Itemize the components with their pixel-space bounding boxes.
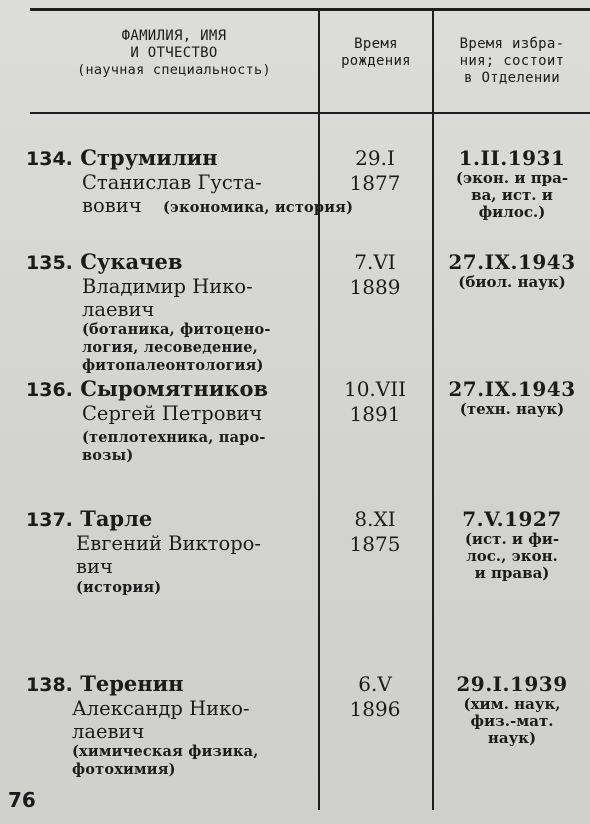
header-bottom-rule — [30, 112, 590, 114]
entry-elected-date: 27.IX.1943 — [448, 250, 576, 274]
entry-name-line: вич — [76, 555, 113, 578]
entry-surname: Теренин — [80, 671, 184, 696]
entry-specialty-line: (история) — [76, 579, 162, 596]
entry-specialty-line: возы) — [82, 447, 134, 464]
entry-born-year: 1875 — [349, 532, 401, 556]
header-elected-line-3: в Отделении — [463, 70, 561, 86]
entry-surname: Сукачев — [80, 249, 183, 274]
entry-specialty-line: фитопалеонтология) — [82, 357, 264, 374]
entry-elected — [436, 507, 588, 582]
header-name-line-2: И ОТЧЕСТВО — [130, 45, 218, 61]
entry-elected — [436, 672, 588, 747]
entry-department-line: (биол. наук) — [458, 273, 566, 291]
header-name-line-3: (научная специальность) — [77, 62, 271, 78]
entry-born-date: 8.XI — [354, 507, 396, 531]
entry-department-line: лос., экон. — [466, 547, 558, 565]
entry-born-year: 1896 — [349, 697, 401, 721]
entry-born-year: 1891 — [349, 402, 401, 426]
entry-surname: Тарле — [80, 506, 153, 531]
entry-elected-date: 27.IX.1943 — [448, 377, 576, 401]
column-divider-2 — [432, 10, 434, 810]
header-elected-line-2: ния; состоит — [459, 53, 565, 69]
entry-elected — [436, 377, 588, 418]
header-elected-line-1: Время избра- — [459, 36, 565, 52]
entry-number: 136. — [26, 379, 73, 401]
entry-specialty-line: (ботаника, фитоцено- — [82, 321, 271, 338]
entry-specialty-line: логия, лесоведение, — [82, 339, 258, 356]
header-birth-column — [320, 36, 432, 70]
header-elected-column — [434, 36, 590, 87]
entry-elected — [436, 250, 588, 291]
entry-heading — [26, 672, 184, 697]
entry-heading — [26, 377, 268, 402]
entry-department-line: физ.-мат. — [470, 712, 554, 730]
entry-number: 137. — [26, 509, 73, 531]
entry-elected-date: 1.II.1931 — [458, 146, 566, 170]
entry-department-line: наук) — [487, 729, 537, 747]
header-name-line-1: ФАМИЛИЯ, ИМЯ — [121, 28, 227, 44]
entry-born-date: 10.VII — [343, 377, 407, 401]
entry-department-line: ва, ист. и — [471, 186, 553, 204]
entry-number: 135. — [26, 252, 73, 274]
entry-born-date: 29.I — [355, 146, 395, 170]
entry-department-line: (техн. наук) — [459, 400, 565, 418]
entry-name-line: Владимир Нико- — [82, 275, 253, 298]
entry-born-date: 7.VI — [354, 250, 396, 274]
entry-name-line: Станислав Густа- — [82, 171, 262, 194]
entry-heading — [26, 507, 152, 532]
entry-specialty-line: фотохимия) — [72, 761, 176, 778]
entry-elected-date: 7.V.1927 — [462, 507, 562, 531]
entry-name-line: Евгений Викторо- — [76, 532, 262, 555]
entry-department-line: филос.) — [478, 203, 546, 221]
header-birth-line-1: Время — [354, 36, 398, 52]
entry-name-line: лаевич — [72, 720, 145, 743]
entry-number: 138. — [26, 674, 73, 696]
entry-surname: Струмилин — [80, 145, 218, 170]
page-number: 76 — [8, 788, 36, 812]
header-name-column — [30, 28, 318, 79]
entry-name-line: лаевич — [82, 298, 155, 321]
entry-specialty-line: (экономика, история) — [163, 199, 354, 216]
entry-number: 134. — [26, 148, 73, 170]
entry-department-line: и права) — [474, 564, 550, 582]
entry-name-line: Сергей Петрович — [82, 402, 263, 425]
entry-department-line: (ист. и фи- — [464, 530, 560, 548]
entry-surname: Сыромятников — [80, 376, 269, 401]
entry-department-line: (хим. наук, — [463, 695, 561, 713]
entry-specialty-line: (химическая физика, — [72, 743, 259, 760]
entry-born-year: 1889 — [349, 275, 401, 299]
entry-elected-date: 29.I.1939 — [456, 672, 568, 696]
entry-specialty-line: (теплотехника, паро- — [82, 429, 266, 446]
entry-elected — [436, 146, 588, 221]
entry-heading — [26, 250, 182, 275]
top-rule — [30, 8, 590, 11]
entry-department-line: (экон. и пра- — [455, 169, 569, 187]
entry-name-line: вович — [82, 194, 142, 217]
entry-name-line: Александр Нико- — [72, 697, 250, 720]
entry-born-date: 6.V — [358, 672, 392, 696]
entry-heading — [26, 146, 218, 171]
header-birth-line-2: рождения — [341, 53, 411, 69]
entry-born-year: 1877 — [349, 171, 401, 195]
